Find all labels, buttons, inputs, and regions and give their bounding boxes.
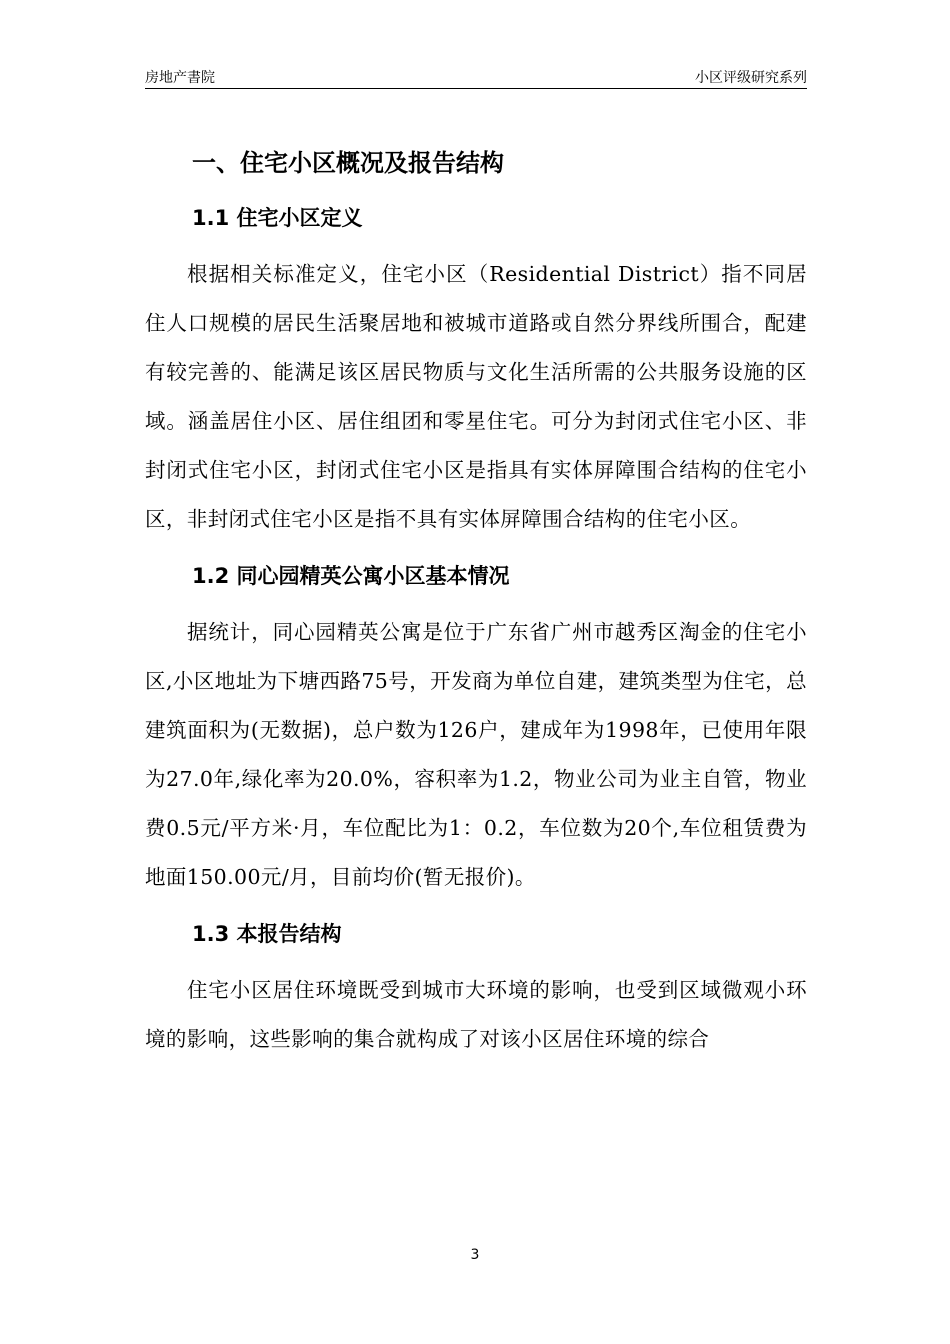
section-heading: 1.2 同心园精英公寓小区基本情况 — [192, 564, 510, 588]
section-paragraph: 根据相关标准定义，住宅小区（Residential District）指不同居住人口规模的居民生活聚居地和被城市道路或自然分界线所围合，配建有较完善的、能满足该区居民物质与文化生活所需的公共服务设施的区域。涵盖居住小区、居住组团和零星住宅。可分为封闭式住宅小区、非封闭式住宅小区，封闭式住宅小区是指具有实体屏障围合结构的住宅小区，非封闭式住宅小区是指不具有实体屏障围合结构的住宅小区。 — [145, 262, 807, 531]
page-header — [145, 64, 807, 89]
section-paragraph: 据统计，同心园精英公寓是位于广东省广州市越秀区淘金的住宅小区,小区地址为下塘西路75号，开发商为单位自建，建筑类型为住宅，总建筑面积为(无数据)，总户数为126户，建成年为1998年，已使用年限为27.0年,绿化率为20.0%，容积率为1.2，物业公司为业主自管，物业费0.5元/平方米·月，车位配比为1：0.2，车位数为20个,车位租赁费为地面150.00元/月，目前均价(暂无报价)。 — [145, 620, 807, 889]
header-left: 房地产書院 — [145, 70, 215, 86]
chapter-title: 一、住宅小区概况及报告结构 — [192, 149, 504, 177]
section-heading: 1.3 本报告结构 — [192, 922, 342, 946]
section-paragraph: 住宅小区居住环境既受到城市大环境的影响，也受到区域微观小环境的影响，这些影响的集合就构成了对该小区居住环境的综合 — [145, 978, 807, 1051]
page-number: 3 — [470, 1247, 480, 1263]
header-right: 小区评级研究系列 — [695, 70, 807, 86]
document-body — [145, 140, 807, 1064]
section-heading: 1.1 住宅小区定义 — [192, 206, 363, 230]
